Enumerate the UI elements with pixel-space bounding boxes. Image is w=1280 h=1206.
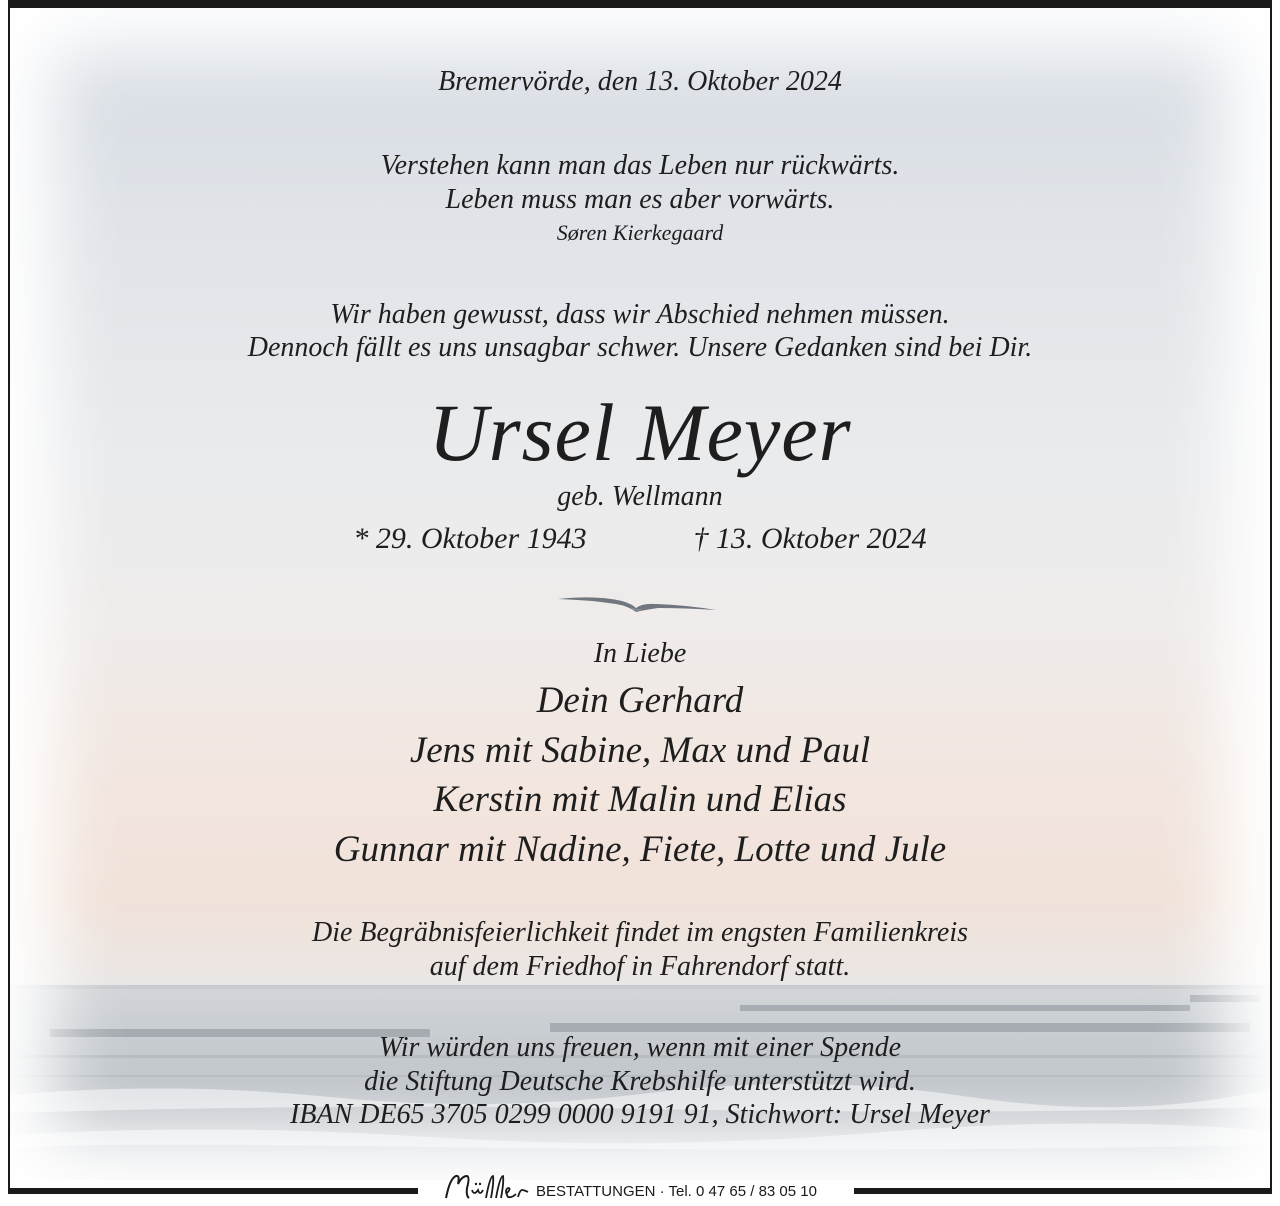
footer-rule-left	[8, 1188, 418, 1194]
funeral-info-line-2: auf dem Friedhof in Fahrendorf statt.	[429, 951, 851, 982]
quote-line-2: Leben muss man es aber vorwärts.	[445, 184, 835, 215]
undertaker-footer	[436, 1168, 856, 1206]
farewell-line-2: Dennoch fällt es uns unsagbar schwer. Unsere Gedanken sind bei Dir.	[247, 332, 1033, 363]
mourner-line: Kerstin mit Malin und Elias	[433, 779, 847, 820]
donation-line-2: die Stiftung Deutsche Krebshilfe unterstützt wird.	[364, 1066, 916, 1097]
donation-iban: IBAN DE65 3705 0299 0000 9191 91, Stichwort: Ursel Meyer	[290, 1099, 990, 1130]
mourner-line: Gunnar mit Nadine, Fiete, Lotte und Jule	[333, 829, 947, 870]
company-phone: BESTATTUNGEN · Tel. 0 47 65 / 83 05 10	[536, 1183, 817, 1200]
funeral-info-line-1: Die Begräbnisfeierlichkeit findet im engsten Familienkreis	[311, 917, 969, 948]
farewell-line-1: Wir haben gewusst, dass wir Abschied nehmen müssen.	[330, 299, 950, 330]
deceased-name: Ursel Meyer	[428, 387, 852, 478]
mueller-signature-logo	[436, 1168, 536, 1206]
quote-author: Søren Kierkegaard	[556, 220, 724, 245]
mourner-line: Dein Gerhard	[536, 680, 744, 721]
footer-rule-right	[854, 1188, 1272, 1194]
donation-line-1: Wir würden uns freuen, wenn mit einer Spende	[378, 1032, 902, 1063]
in-love-intro: In Liebe	[593, 638, 687, 669]
seagull-icon	[556, 592, 718, 616]
birth-name: geb. Wellmann	[557, 481, 723, 512]
frame-top-border	[8, 0, 1272, 8]
place-date: Bremervörde, den 13. Oktober 2024	[438, 66, 842, 97]
birth-date: * 29. Oktober 1943	[353, 522, 587, 555]
mourner-line: Jens mit Sabine, Max und Paul	[409, 730, 871, 771]
frame-left-border	[8, 0, 10, 1192]
frame-right-border	[1270, 0, 1272, 1192]
quote-line-1: Verstehen kann man das Leben nur rückwärts.	[380, 150, 900, 181]
death-date: † 13. Oktober 2024	[693, 522, 927, 555]
